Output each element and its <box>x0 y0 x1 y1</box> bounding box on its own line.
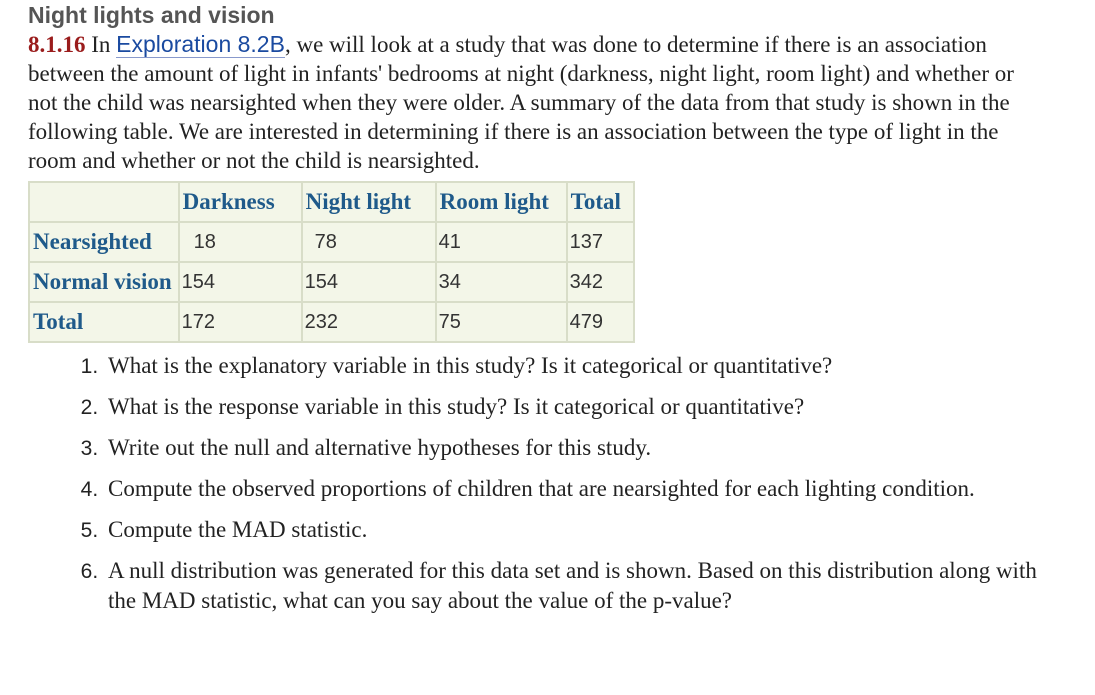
table-cell: 154 <box>302 262 436 302</box>
table-cell: 137 <box>567 222 634 262</box>
table-row-normal-vision <box>29 262 634 302</box>
table-cell: 78 <box>302 222 436 262</box>
question-item: 1. What is the explanatory variable in this study? Is it categorical or quantitative? <box>104 351 1044 381</box>
table-row-total <box>29 302 634 342</box>
column-header-night-light: Night light <box>302 182 436 222</box>
exercise-intro <box>28 30 1038 175</box>
question-item: 4. Compute the observed proportions of children that are nearsighted for each lighting condition. <box>104 474 1044 504</box>
table-cell: 34 <box>436 262 567 302</box>
table-cell: 172 <box>179 302 302 342</box>
table-header-row <box>29 182 634 222</box>
exercise-page <box>28 0 1088 627</box>
question-item: 2. What is the response variable in this study? Is it categorical or quantitative? <box>104 392 1044 422</box>
section-title: Night lights and vision <box>28 2 275 28</box>
table-cell: 41 <box>436 222 567 262</box>
table-cell: 342 <box>567 262 634 302</box>
exercise-body: , we will look at a study that was done to determine if there is an association between the amount of light in infants' bedrooms at night (darkness, night light, room light) and whether or not the child was nearsighted when they were older. A summary of the data from that study is shown in the following table. We are interested in determining if there is an association between the type of light in the room and whether or not the child is nearsighted. <box>28 32 1014 173</box>
row-header-total: Total <box>29 302 179 342</box>
table-row-nearsighted <box>29 222 634 262</box>
table-cell: 154 <box>179 262 302 302</box>
question-item: 5. Compute the MAD statistic. <box>104 515 1044 545</box>
table-cell: 18 <box>179 222 302 262</box>
question-item: 6. A null distribution was generated for this data set and is shown. Based on this distribution along with the MAD statistic, what can you say about the value of the p-value? <box>104 556 1044 616</box>
question-item: 3. Write out the null and alternative hypotheses for this study. <box>104 433 1044 463</box>
exercise-lead: In <box>91 32 111 57</box>
table-cell: 479 <box>567 302 634 342</box>
table-cell: 232 <box>302 302 436 342</box>
table-cell: 75 <box>436 302 567 342</box>
exploration-link[interactable]: Exploration 8.2B <box>116 31 285 57</box>
column-header-darkness: Darkness <box>179 182 302 222</box>
row-header-normal-vision: Normal vision <box>29 262 179 302</box>
data-table <box>28 181 635 343</box>
row-header-nearsighted: Nearsighted <box>29 222 179 262</box>
table-corner-cell <box>29 182 179 222</box>
column-header-room-light: Room light <box>436 182 567 222</box>
question-list <box>28 351 1044 616</box>
column-header-total: Total <box>567 182 634 222</box>
exercise-number: 8.1.16 <box>28 32 86 57</box>
